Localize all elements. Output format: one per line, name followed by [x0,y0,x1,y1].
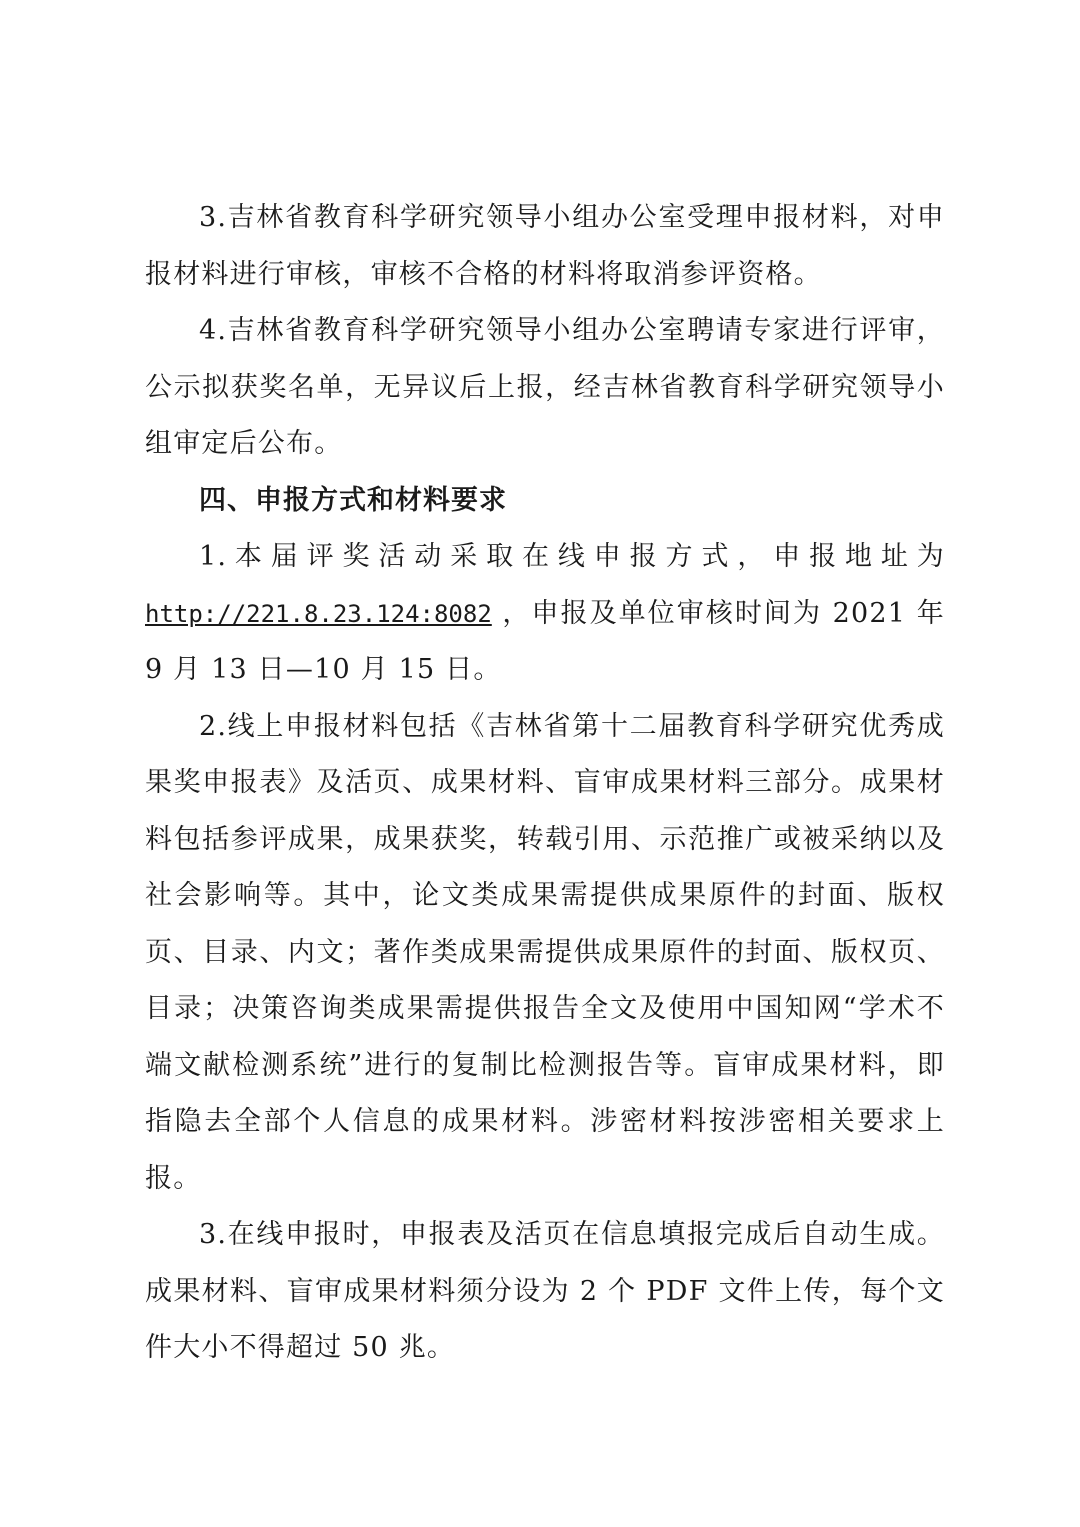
paragraph-online-application [145,529,945,699]
paragraph-review-materials: 3.吉林省教育科学研究领导小组办公室受理申报材料，对申报材料进行审核，审核不合格的材料将取消参评资格。 [145,202,945,290]
document-page [145,190,945,1377]
paragraph-expert-review: 4.吉林省教育科学研究领导小组办公室聘请专家进行评审，公示拟获奖名单，无异议后上报，经吉林省教育科学研究领导小组审定后公布。 [145,315,945,459]
application-intro-text: 1.本届评奖活动采取在线申报方式，申报地址为 [199,541,945,572]
section-heading: 四、申报方式和材料要求 [199,484,507,516]
paragraph-materials-list: 2.线上申报材料包括《吉林省第十二届教育科学研究优秀成果奖申报表》及活页、成果材料、盲审成果材料三部分。成果材料包括参评成果，成果获奖，转载引用、示范推广或被采纳以及社会影响等。其中，论文类成果需提供成果原件的封面、版权页、目录、内文；著作类成果需提供成果原件的封面、版权页、目录；决策咨询类成果需提供报告全文及使用中国知网“学术不端文献检测系统”进行的复制比检测报告等。盲审成果材料，即指隐去全部个人信息的成果材料。涉密材料按涉密相关要求上报。 [145,710,945,1194]
application-url-link[interactable]: http://221.8.23.124:8082 [145,599,492,628]
paragraph-upload-requirements: 3.在线申报时，申报表及活页在信息填报完成后自动生成。成果材料、盲审成果材料须分设为 2 个 PDF 文件上传，每个文件大小不得超过 50 兆。 [145,1219,945,1363]
application-period-text: ，申报及单位审核时间为 2021 年 9 月 13 日—10 月 15 日。 [145,597,945,685]
